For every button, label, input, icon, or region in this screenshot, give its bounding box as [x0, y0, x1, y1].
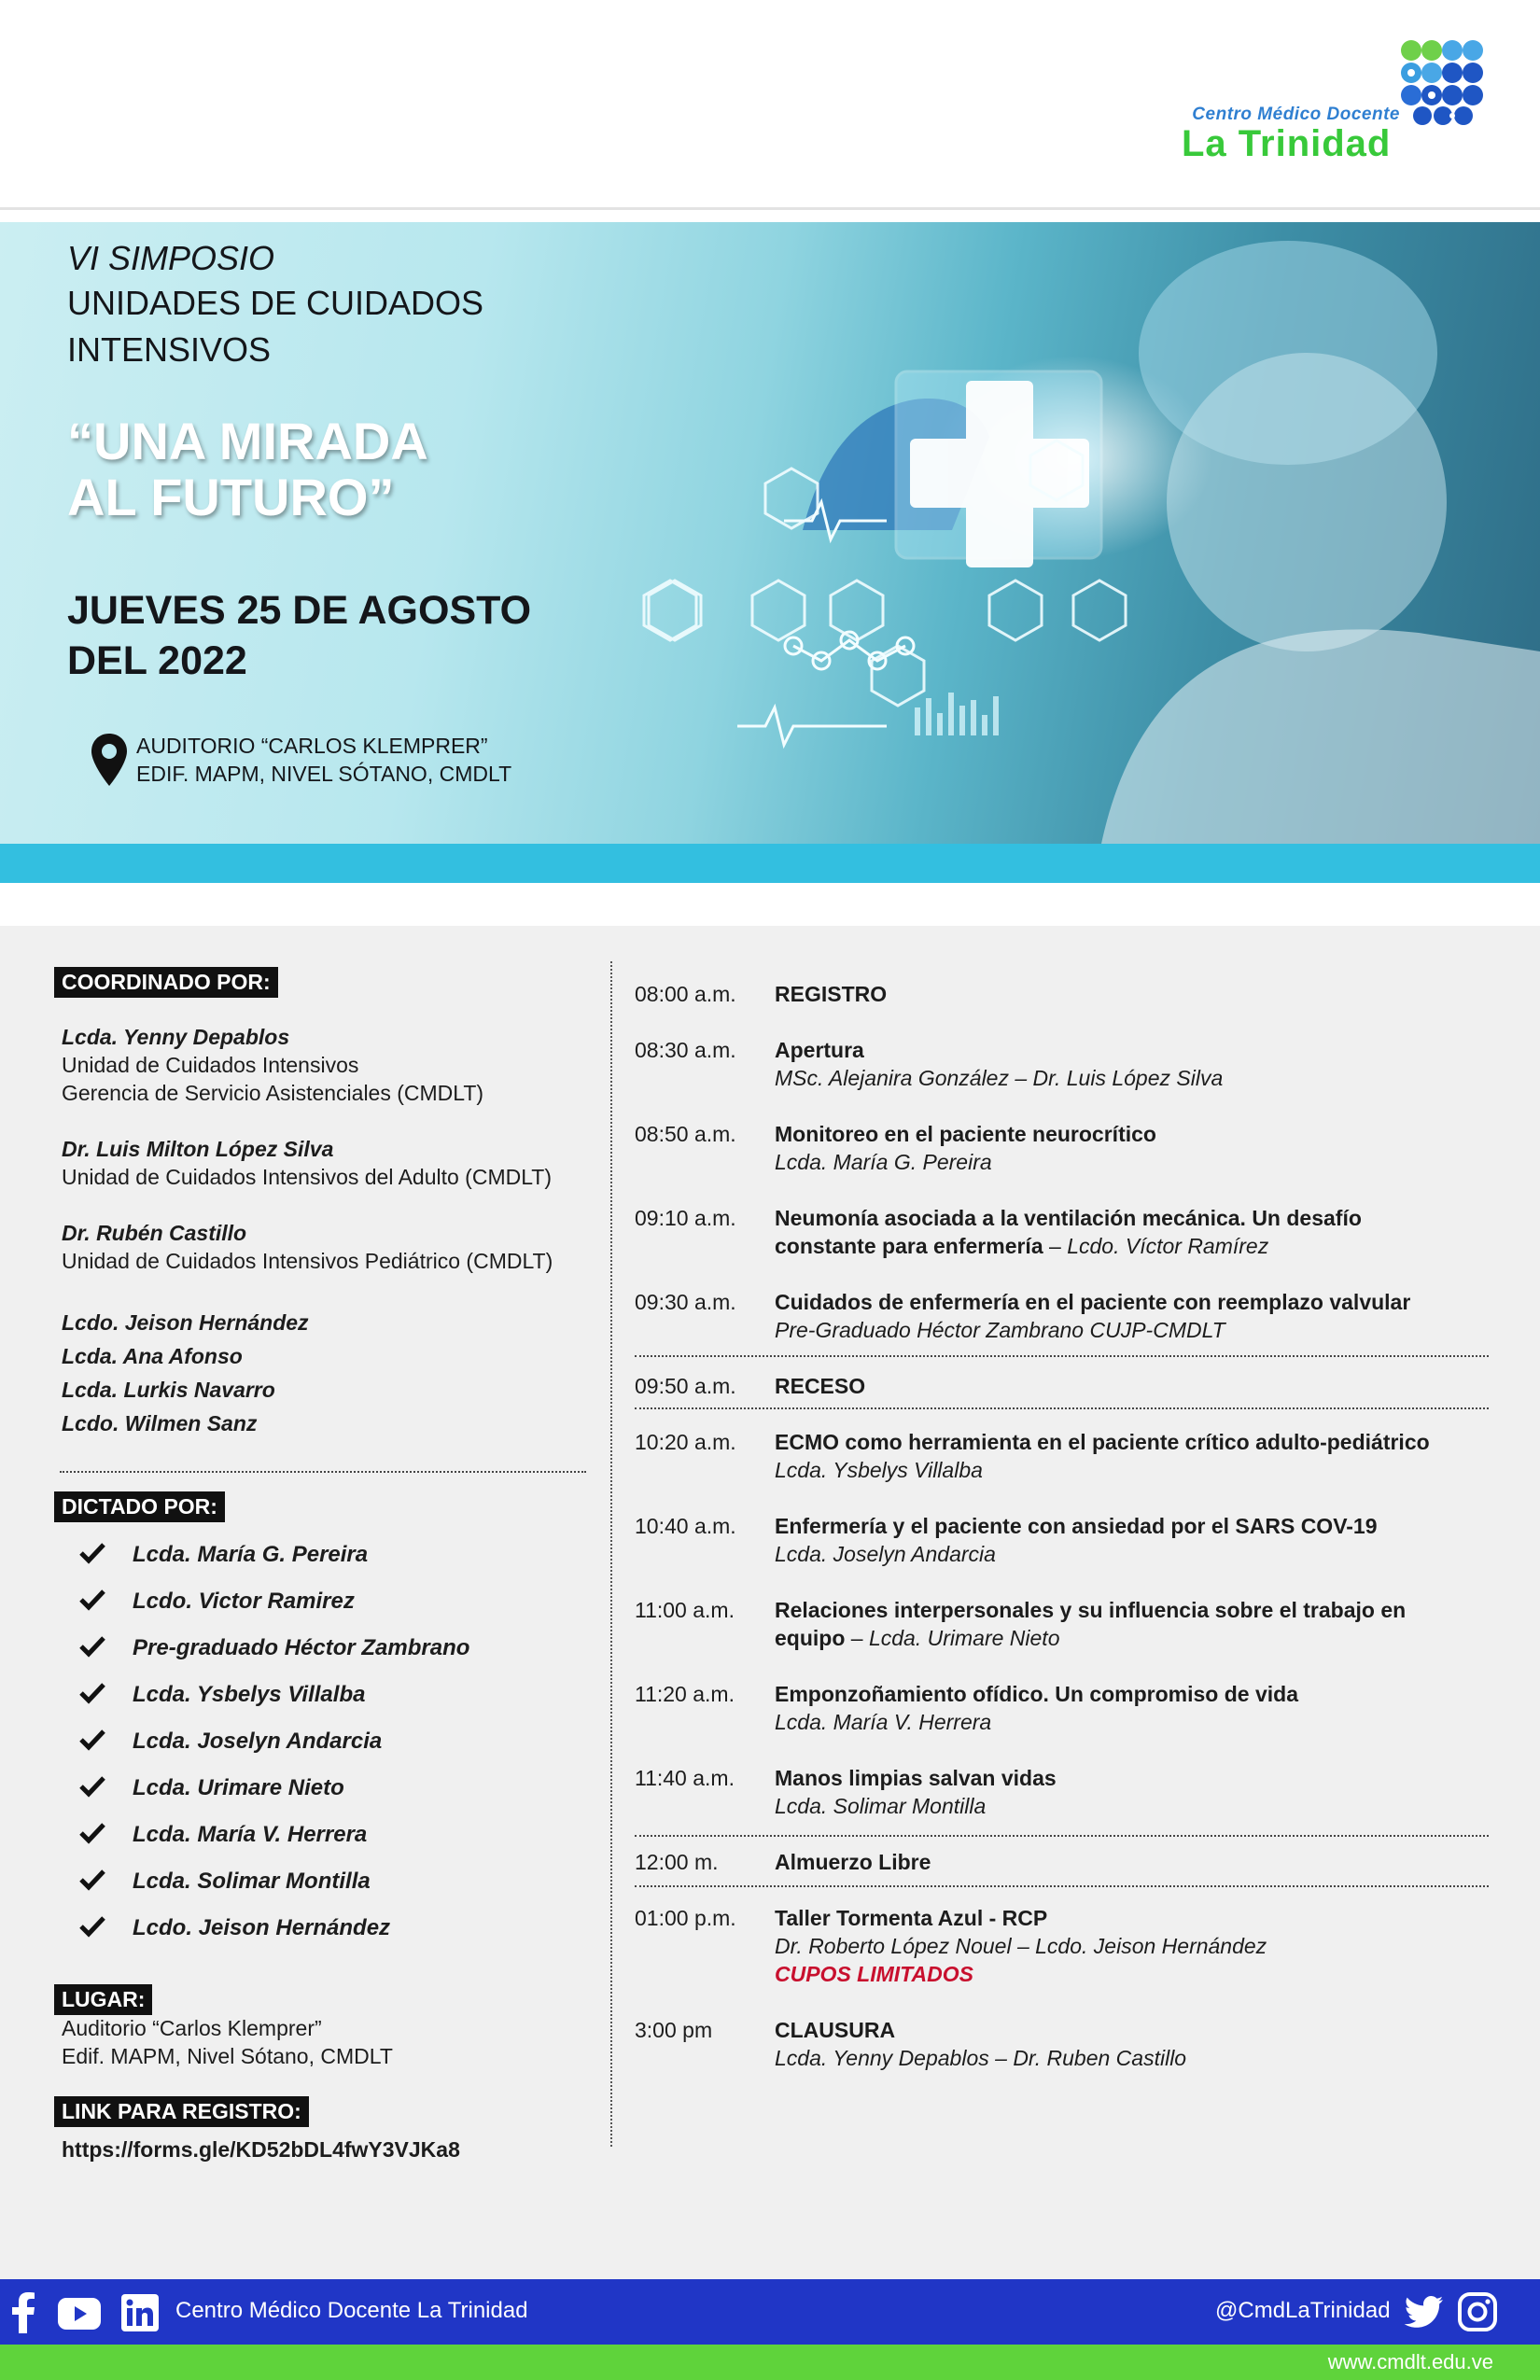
section-divider	[635, 1835, 1489, 1837]
column-divider	[610, 961, 612, 2147]
check-icon	[78, 1775, 106, 1798]
schedule-title: Apertura	[775, 1038, 864, 1062]
schedule-time: 3:00 pm	[635, 2018, 713, 2042]
footer-organization-name: Centro Médico Docente La Trinidad	[175, 2298, 528, 2323]
check-icon	[78, 1729, 106, 1751]
schedule-title: RECESO	[775, 1374, 866, 1398]
schedule-title-line2: constante para enfermería	[775, 1234, 1043, 1258]
schedule-time: 01:00 p.m.	[635, 1906, 736, 1930]
schedule-speaker: Lcda. Joselyn Andarcia	[775, 1542, 996, 1566]
schedule-title: Enfermería y el paciente con ansiedad por el SARS COV-19	[775, 1514, 1378, 1538]
medical-illustration-icon	[579, 222, 1540, 844]
facebook-icon[interactable]	[11, 2292, 35, 2333]
event-slogan-line1: “UNA MIRADA	[67, 412, 428, 470]
check-icon	[78, 1635, 106, 1658]
check-icon	[78, 1915, 106, 1938]
schedule-title: Neumonía asociada a la ventilación mecánica. Un desafío	[775, 1206, 1362, 1230]
venue-tag: LUGAR:	[54, 1984, 152, 2015]
youtube-icon[interactable]	[58, 2298, 101, 2330]
schedule-title-line2: equipo	[775, 1626, 846, 1650]
event-title-line2: INTENSIVOS	[67, 330, 272, 369]
schedule-time: 10:20 a.m.	[635, 1430, 736, 1454]
schedule-time: 11:40 a.m.	[635, 1766, 735, 1790]
schedule-title: Emponzoñamiento ofídico. Un compromiso de vida	[775, 1682, 1298, 1706]
coordinator-role: Unidad de Cuidados Intensivos del Adulto (CMDLT)	[62, 1165, 553, 1189]
team-member: Lcdo. Jeison Hernández	[62, 1310, 309, 1335]
schedule-separator: –	[845, 1626, 869, 1650]
event-slogan-line2: AL FUTURO”	[67, 468, 395, 526]
section-divider	[60, 1471, 586, 1473]
schedule-title-continued	[775, 1626, 1060, 1651]
event-title-line1: UNIDADES DE CUIDADOS	[67, 284, 484, 322]
registration-link[interactable]: https://forms.gle/KD52bDL4fwY3VJKa8	[62, 2137, 460, 2162]
logo-title: La Trinidad	[1182, 123, 1392, 164]
team-member: Lcda. Lurkis Navarro	[62, 1378, 275, 1402]
logo-subtitle: Centro Médico Docente	[1192, 105, 1400, 124]
linkedin-icon[interactable]	[121, 2294, 159, 2331]
schedule-title: ECMO como herramienta en el paciente crítico adulto-pediátrico	[775, 1430, 1430, 1454]
speaker-name: Pre-graduado Héctor Zambrano	[133, 1635, 470, 1660]
schedule-time: 09:10 a.m.	[635, 1206, 736, 1230]
event-date-line2: DEL 2022	[67, 638, 247, 683]
schedule-speaker: Lcda. Ysbelys Villalba	[775, 1458, 983, 1482]
team-member: Lcda. Ana Afonso	[62, 1344, 243, 1368]
schedule-time: 12:00 m.	[635, 1850, 719, 1874]
schedule-title: Taller Tormenta Azul - RCP	[775, 1906, 1048, 1930]
schedule-title: CLAUSURA	[775, 2018, 896, 2042]
schedule-time: 10:40 a.m.	[635, 1514, 736, 1538]
section-divider	[635, 1355, 1489, 1357]
schedule-title: Almuerzo Libre	[775, 1850, 931, 1874]
schedule-title: REGISTRO	[775, 982, 888, 1006]
coordinator-role: Unidad de Cuidados Intensivos Pediátrico (CMDLT)	[62, 1249, 553, 1273]
registration-link-tag: LINK PARA REGISTRO:	[54, 2096, 309, 2127]
coordinator-name: Lcda. Yenny Depablos	[62, 1025, 290, 1049]
speaker-name: Lcda. Urimare Nieto	[133, 1775, 344, 1800]
schedule-time: 09:30 a.m.	[635, 1290, 736, 1314]
check-icon	[78, 1869, 106, 1891]
coordinator-role: Gerencia de Servicio Asistenciales (CMDLT)	[62, 1081, 484, 1105]
schedule-time: 11:00 a.m.	[635, 1598, 735, 1622]
coordinator-role: Unidad de Cuidados Intensivos	[62, 1053, 359, 1077]
check-icon	[78, 1822, 106, 1844]
schedule-speaker: Lcdo. Víctor Ramírez	[1067, 1234, 1269, 1258]
schedule-speaker: MSc. Alejanira González – Dr. Luis López Silva	[775, 1066, 1224, 1090]
schedule-speaker: Lcda. Solimar Montilla	[775, 1794, 987, 1818]
speaker-name: Lcda. María G. Pereira	[133, 1542, 369, 1567]
coordinated-by-tag: COORDINADO POR:	[54, 967, 278, 998]
schedule-title: Cuidados de enfermería en el paciente con reemplazo valvular	[775, 1290, 1411, 1314]
section-gap	[0, 883, 1540, 926]
schedule-time: 08:50 a.m.	[635, 1122, 736, 1146]
check-icon	[78, 1589, 106, 1611]
accent-bar	[0, 844, 1540, 883]
twitter-icon[interactable]	[1404, 2296, 1443, 2330]
speaker-name: Lcdo. Jeison Hernández	[133, 1915, 391, 1940]
check-icon	[78, 1542, 106, 1564]
schedule-time: 11:20 a.m.	[635, 1682, 735, 1706]
event-date-line1: JUEVES 25 DE AGOSTO	[67, 588, 532, 633]
venue-line1: AUDITORIO “CARLOS KLEMPRER”	[136, 734, 488, 758]
schedule-time: 09:50 a.m.	[635, 1374, 736, 1398]
schedule-speaker: Lcda. María V. Herrera	[775, 1710, 992, 1734]
coordinator-name: Dr. Rubén Castillo	[62, 1221, 247, 1245]
venue-line2: Edif. MAPM, Nivel Sótano, CMDLT	[62, 2044, 393, 2068]
speaker-name: Lcda. María V. Herrera	[133, 1822, 368, 1847]
schedule-time: 08:00 a.m.	[635, 982, 736, 1006]
schedule-title: Manos limpias salvan vidas	[775, 1766, 1057, 1790]
speaker-name: Lcda. Solimar Montilla	[133, 1869, 371, 1894]
limited-seats-note: CUPOS LIMITADOS	[775, 1962, 973, 1986]
schedule-speaker: Dr. Roberto López Nouel – Lcdo. Jeison Hernández	[775, 1934, 1267, 1958]
schedule-title: Relaciones interpersonales y su influencia sobre el trabajo en	[775, 1598, 1407, 1622]
instagram-icon[interactable]	[1458, 2292, 1497, 2331]
logo-dots-icon	[1396, 37, 1499, 131]
social-handle[interactable]: @CmdLaTrinidad	[1215, 2298, 1391, 2323]
event-edition: VI SIMPOSIO	[67, 239, 275, 277]
check-icon	[78, 1682, 106, 1704]
section-divider	[635, 1407, 1489, 1409]
speaker-name: Lcda. Ysbelys Villalba	[133, 1682, 366, 1707]
venue-line2: EDIF. MAPM, NIVEL SÓTANO, CMDLT	[136, 762, 512, 786]
schedule-speaker: Pre-Graduado Héctor Zambrano CUJP-CMDLT	[775, 1318, 1225, 1342]
schedule-title-continued	[775, 1234, 1268, 1259]
speaker-name: Lcdo. Victor Ramirez	[133, 1589, 355, 1614]
location-pin-icon	[91, 734, 127, 786]
schedule-time: 08:30 a.m.	[635, 1038, 736, 1062]
taught-by-tag: DICTADO POR:	[54, 1491, 225, 1522]
venue-line1: Auditorio “Carlos Klemprer”	[62, 2016, 322, 2040]
schedule-speaker: Lcda. María G. Pereira	[775, 1150, 992, 1174]
schedule-speaker: Lcda. Yenny Depablos – Dr. Ruben Castillo	[775, 2046, 1187, 2070]
schedule-title: Monitoreo en el paciente neurocrítico	[775, 1122, 1156, 1146]
schedule-separator: –	[1043, 1234, 1068, 1258]
speaker-name: Lcda. Joselyn Andarcia	[133, 1729, 383, 1754]
website-link[interactable]: www.cmdlt.edu.ve	[1327, 2350, 1493, 2373]
team-member: Lcdo. Wilmen Sanz	[62, 1411, 258, 1435]
section-divider	[635, 1885, 1489, 1887]
coordinator-name: Dr. Luis Milton López Silva	[62, 1137, 334, 1161]
schedule-speaker: Lcda. Urimare Nieto	[868, 1626, 1060, 1650]
